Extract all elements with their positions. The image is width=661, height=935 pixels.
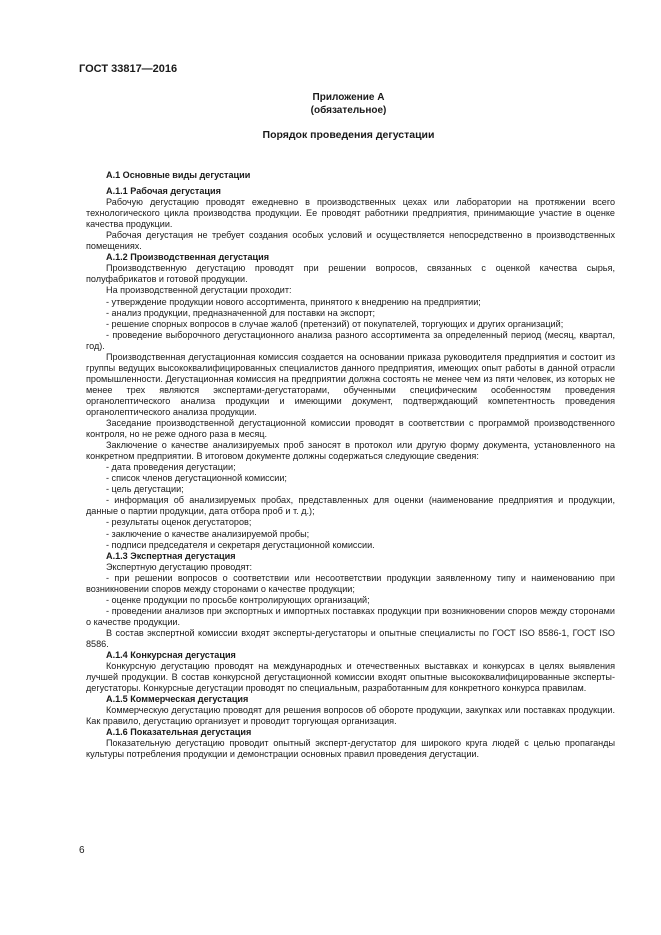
list-item: - список членов дегустационной комиссии;	[106, 473, 287, 484]
paragraph: Производственную дегустацию проводят при решении вопросов, связанных с оценкой качества сырья, полуфабрикатов и готовой продукции.	[86, 263, 615, 285]
list-item: - цель дегустации;	[106, 484, 184, 495]
appendix-title: Приложение А	[312, 92, 385, 103]
list-item: - заключение о качестве анализируемой пробы;	[106, 528, 310, 539]
paragraph: Конкурсную дегустацию проводят на международных и отечественных выставках и конкурсах в целях выявления лучшей продукции. В состав конкурсной дегустационной комиссии входят опытные высококвалифицированные эксперты-дегустаторы. Конкурсные дегустации проводят по специальным, разработанным для конкретного конкурса правилам.	[86, 661, 615, 694]
appendix-heading: Порядок проведения дегустации	[262, 129, 435, 141]
paragraph: В состав экспертной комиссии входят эксперты-дегустаторы и опытные специалисты по ГОСТ ISO 8586-1, ГОСТ ISO 8586.	[86, 627, 615, 649]
paragraph: Экспертную дегустацию проводят:	[106, 561, 253, 572]
appendix-status: (обязательное)	[310, 105, 387, 116]
list-item: - результаты оценок дегустаторов;	[106, 517, 252, 528]
paragraph: Производственная дегустационная комиссия создается на основании приказа руководителя предприятия и состоит из группы ведущих высококвалифицированных специалистов данного предприятия, имеющих опыт работы в данной отрасли промышленности. Дегустационная комиссия на предприятии должна состоять не менее чем из пяти человек, из которых не менее трех являются экспертами-дегустаторами, обученными специфическим особенностям проведения органолептического анализа продукции и имеющими документ, подтверждающий компетентность проведения органолептического анализа продукции.	[86, 351, 615, 417]
paragraph: Показательную дегустацию проводит опытный эксперт-дегустатор для широкого круга людей с целью пропаганды культуры потребления продукции и демонстрации основных правил проведения дегустации.	[86, 738, 615, 760]
heading-a1-1: А.1.1 Рабочая дегустация	[106, 186, 221, 197]
paragraph: Рабочая дегустация не требует создания особых условий и осуществляется непосредственно в производственных помещениях.	[86, 230, 615, 252]
paragraph: На производственной дегустации проходит:	[106, 285, 292, 296]
heading-a1: А.1 Основные виды дегустации	[106, 170, 251, 180]
heading-a1-5: А.1.5 Коммерческая дегустация	[106, 694, 249, 705]
list-item: - подписи председателя и секретаря дегустационной комиссии.	[106, 539, 375, 550]
list-item: - утверждение продукции нового ассортимента, принятого к внедрению на предприятии;	[106, 296, 481, 307]
standard-designation: ГОСТ 33817—2016	[79, 63, 178, 75]
document-body	[86, 170, 615, 760]
heading-a1-6: А.1.6 Показательная дегустация	[106, 727, 252, 738]
list-item: - дата проведения дегустации;	[106, 462, 236, 473]
paragraph: Коммерческую дегустацию проводят для решения вопросов об обороте продукции, закупках или поставках продукции. Как правило, дегустацию организует и проводит торгующая организация.	[86, 705, 615, 727]
heading-a1-2: А.1.2 Производственная дегустация	[106, 252, 269, 263]
paragraph: Заседание производственной дегустационной комиссии проводят в соответствии с программой производственного контроля, но не реже одного раза в месяц.	[86, 418, 615, 440]
heading-a1-3: А.1.3 Экспертная дегустация	[106, 550, 236, 561]
list-item: - проведение выборочного дегустационного анализа разного ассортимента за определенный период (месяц, квартал, год).	[86, 329, 615, 351]
paragraph: Рабочую дегустацию проводят ежедневно в производственных цехах или лаборатории на протяжении всего технологического цикла производства продукции. Ее проводят работники предприятия, принимающие участие в оценке качества продукции.	[86, 197, 615, 230]
list-item: - проведении анализов при экспортных и импортных поставках продукции при возникновении споров между сторонами о качестве продукции.	[86, 605, 615, 627]
page-number: 6	[79, 845, 85, 856]
paragraph: Заключение о качестве анализируемых проб заносят в протокол или другую форму документа, установленного на конкретном предприятии. В итоговом документе должны содержаться следующие сведения:	[86, 440, 615, 462]
list-item: - решение спорных вопросов в случае жалоб (претензий) от покупателей, торгующих и других организаций;	[106, 318, 564, 329]
list-item: - анализ продукции, предназначенной для поставки на экспорт;	[106, 307, 376, 318]
list-item: - информация об анализируемых пробах, представленных для оценки (наименование предприятия и продукции, данные о партии продукции, дата отбора проб и т. д.);	[86, 495, 615, 517]
heading-a1-4: А.1.4 Конкурсная дегустация	[106, 650, 236, 661]
list-item: - оценке продукции по просьбе контролирующих организаций;	[106, 594, 370, 605]
list-item: - при решении вопросов о соответствии или несоответствии продукции заявленному типу и наименованию при возникновении споров между сторонами о качестве продукции;	[86, 572, 615, 594]
